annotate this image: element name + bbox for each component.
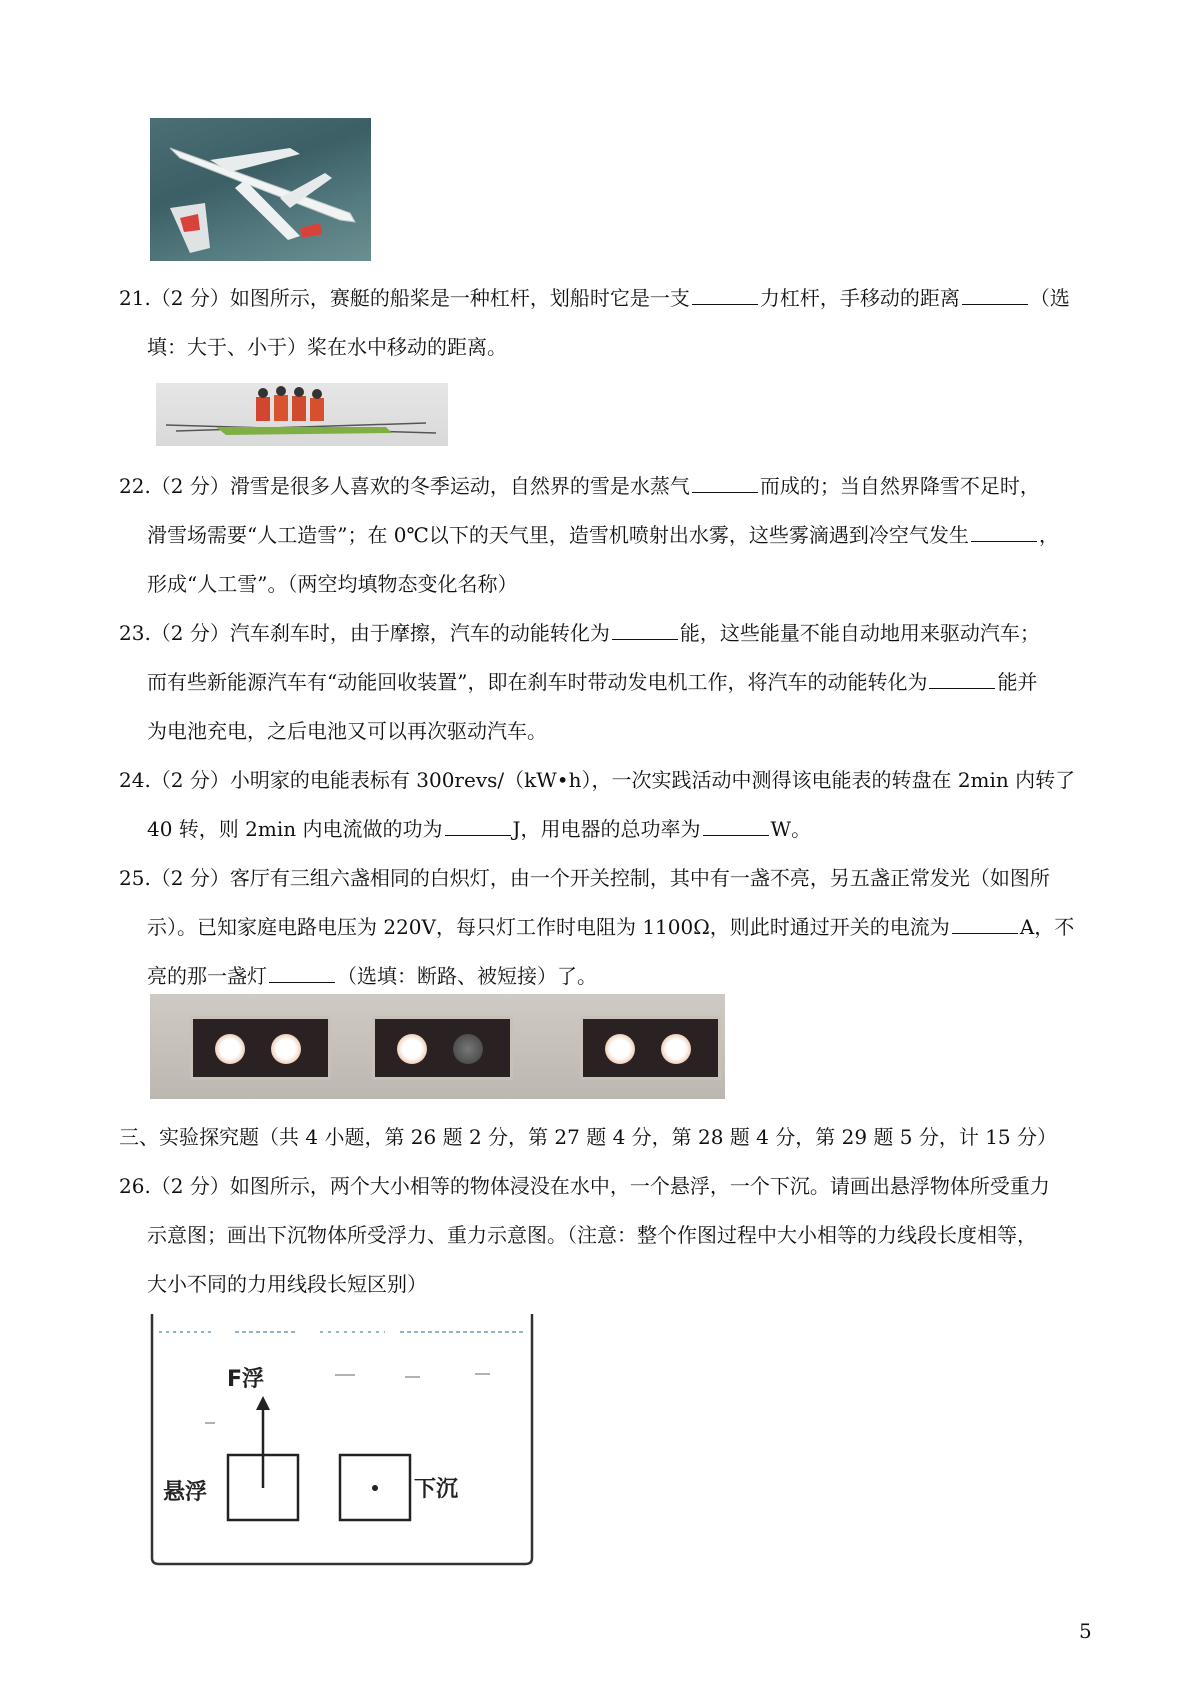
q23-line-1: 23.（2 分）汽车刹车时，由于摩擦，汽车的动能转化为 能，这些能量不能自动地用来驱动汽车； xyxy=(119,621,1040,645)
force-label: F浮 xyxy=(227,1367,265,1392)
answer-blank[interactable] xyxy=(692,474,758,493)
q25-line-3: 亮的那一盏灯 （选填：断路、被短接）了。 xyxy=(147,964,597,988)
q21-line-2: 填：大于、小于）桨在水中移动的距离。 xyxy=(147,335,507,359)
suspended-label: 悬浮 xyxy=(163,1480,208,1505)
page-number: 5 xyxy=(1079,1619,1092,1643)
q26-line-1: 26.（2 分）如图所示，两个大小相等的物体浸没在水中，一个悬浮，一个下沉。请画出悬浮物体所受重力 xyxy=(119,1174,1050,1198)
answer-blank[interactable] xyxy=(445,817,511,836)
q25-line-1: 25.（2 分）客厅有三组六盏相同的白炽灯，由一个开关控制，其中有一盏不亮，另五盏正常发光（如图所 xyxy=(119,866,1050,890)
section-heading: 三、实验探究题（共 4 小题，第 26 题 2 分，第 27 题 4 分，第 28 题 4 分，第 29 题 5 分，计 15 分） xyxy=(119,1125,1058,1149)
q26-line-3: 大小不同的力用线段长短区别） xyxy=(147,1272,427,1296)
answer-blank[interactable] xyxy=(692,286,758,305)
seaplane-photo xyxy=(150,118,371,261)
q24-line-1: 24.（2 分）小明家的电能表标有 300revs/（kW•h），一次实践活动中测得该电能表的转盘在 2min 内转了 xyxy=(119,768,1076,792)
q24-line-2: 40 转，则 2min 内电流做的功为 J，用电器的总功率为 W。 xyxy=(147,817,812,841)
rowing-boat-photo xyxy=(156,383,448,446)
q23-line-3: 为电池充电，之后电池又可以再次驱动汽车。 xyxy=(147,719,547,743)
q21-line-1: 21.（2 分）如图所示，赛艇的船桨是一种杠杆，划船时它是一支 力杠杆，手移动的距离 （选 xyxy=(119,286,1070,310)
ceiling-lamps-photo xyxy=(150,994,725,1099)
q22-line-3: 形成“人工雪”。（两空均填物态变化名称） xyxy=(147,572,518,596)
q25-line-2: 示）。已知家庭电路电压为 220V，每只灯工作时电阻为 1100Ω，则此时通过开关的电流为 A，不 xyxy=(147,915,1075,939)
q22-line-2: 滑雪场需要“人工造雪”；在 0℃以下的天气里，造雪机喷射出水雾，这些雾滴遇到冷空气发生 ， xyxy=(147,523,1059,547)
answer-blank[interactable] xyxy=(952,915,1018,934)
answer-blank[interactable] xyxy=(929,670,995,689)
answer-blank[interactable] xyxy=(962,286,1028,305)
buoyancy-diagram xyxy=(145,1310,545,1570)
sinking-label: 下沉 xyxy=(414,1477,459,1502)
answer-blank[interactable] xyxy=(703,817,769,836)
answer-blank[interactable] xyxy=(971,523,1037,542)
q26-line-2: 示意图；画出下沉物体所受浮力、重力示意图。（注意：整个作图过程中大小相等的力线段长度相等， xyxy=(147,1223,1037,1247)
q23-line-2: 而有些新能源汽车有“动能回收装置”，即在刹车时带动发电机工作，将汽车的动能转化为 能并 xyxy=(147,670,1038,694)
q22-line-1: 22.（2 分）滑雪是很多人喜欢的冬季运动，自然界的雪是水蒸气 而成的；当自然界降雪不足时， xyxy=(119,474,1040,498)
answer-blank[interactable] xyxy=(269,964,335,983)
answer-blank[interactable] xyxy=(612,621,678,640)
